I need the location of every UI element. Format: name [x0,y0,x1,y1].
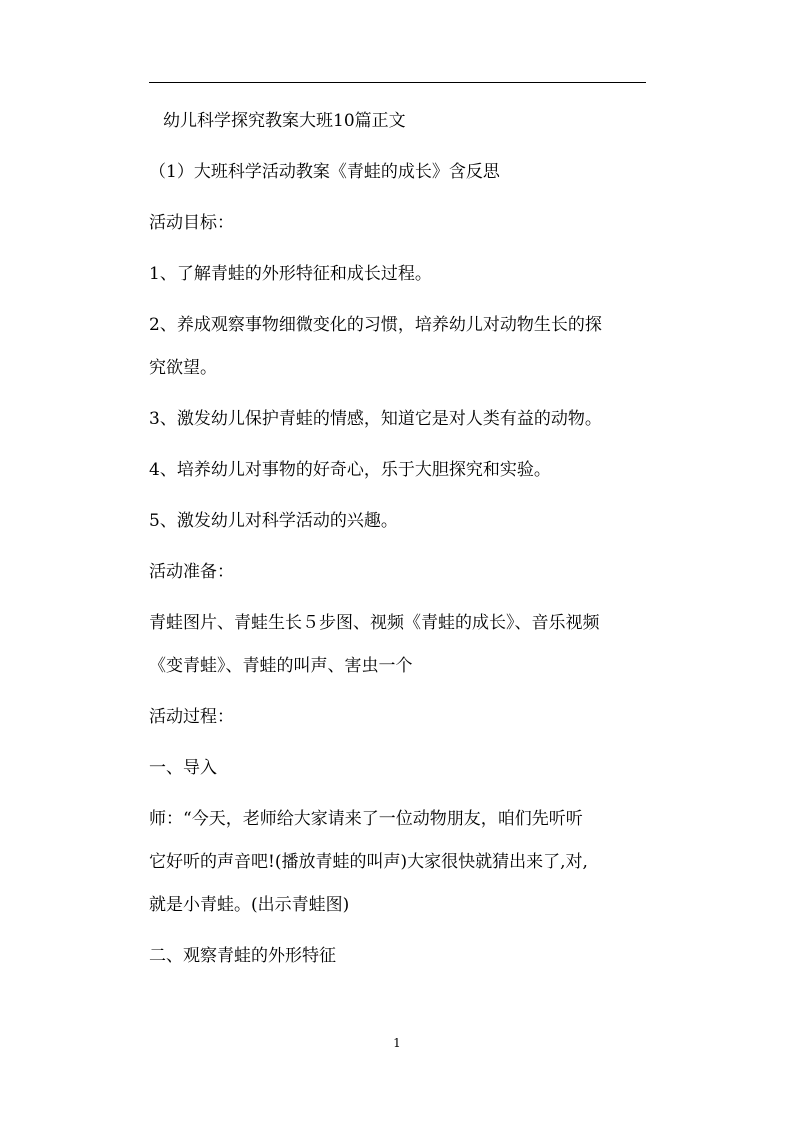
lesson-subtitle: （1）大班科学活动教案《青蛙的成长》含反思 [149,162,500,182]
document-title: 幼儿科学探究教案大班10篇正文 [163,111,406,131]
document-body [149,100,646,986]
goal-item: 4、培养幼儿对事物的好奇心，乐于大胆探究和实验。 [149,460,551,480]
header-rule [149,82,646,83]
goal-item-continued: 究欲望。 [149,358,217,378]
process-heading: 活动过程： [149,707,234,727]
goal-item: 2、养成观察事物细微变化的习惯，培养幼儿对动物生长的探 [149,315,602,335]
goal-item: 1、了解青蛙的外形特征和成长过程。 [149,264,432,284]
goal-item: 5、激发幼儿对科学活动的兴趣。 [149,511,398,531]
goal-item: 3、激发幼儿保护青蛙的情感，知道它是对人类有益的动物。 [149,409,602,429]
teacher-line: 它好听的声音吧!(播放青蛙的叫声)大家很快就猜出来了,对, [149,852,588,872]
section-heading-intro: 一、导入 [149,758,217,778]
prep-heading: 活动准备： [149,562,234,582]
prep-line: 青蛙图片、青蛙生长５步图、视频《青蛙的成长》、音乐视频 [149,613,600,633]
page-number: 1 [393,1036,401,1050]
teacher-line: 就是小青蛙。(出示青蛙图) [149,895,350,915]
goals-heading: 活动目标： [149,213,234,233]
section-heading-observe: 二、观察青蛙的外形特征 [149,946,336,966]
teacher-line: 师：“今天，老师给大家请来了一位动物朋友，咱们先听听 [149,809,583,829]
prep-line: 《变青蛙》、青蛙的叫声、害虫一个 [149,656,413,676]
